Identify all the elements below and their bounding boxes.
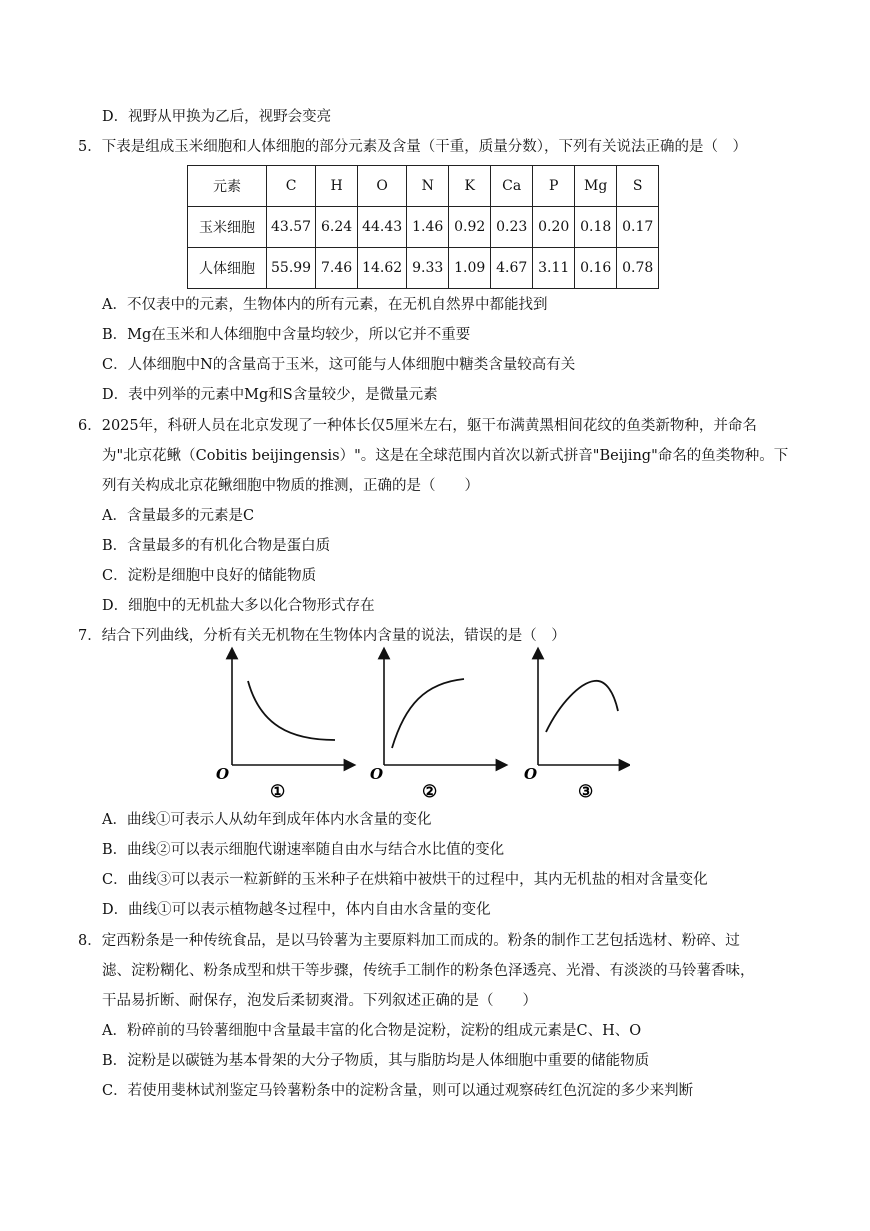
graph-1-curve (248, 681, 335, 740)
graph-1-label: ① (270, 782, 286, 802)
element-content-table (187, 165, 659, 289)
q8-option-c: C．若使用斐林试剂鉴定马铃薯粉条中的淀粉含量，则可以通过观察砖红色沉淀的多少来判断 (102, 1083, 694, 1099)
table-cell: K (449, 166, 491, 207)
table-cell: 0.17 (617, 207, 659, 248)
q5-option-d: D．表中列举的元素中Mg和S含量较少，是微量元素 (102, 387, 438, 403)
q8-option-a: A．粉碎前的马铃薯细胞中含量最丰富的化合物是淀粉，淀粉的组成元素是C、H、O (102, 1023, 642, 1039)
q6-stem-line1: 6．2025年，科研人员在北京发现了一种体长仅5厘米左右，躯干布满黄黑相间花纹的鱼类新物种，并命名 (78, 418, 757, 434)
table-cell: 44.43 (358, 207, 407, 248)
table-cell: S (617, 166, 659, 207)
table-cell: 7.46 (316, 248, 358, 289)
q6-stem-line3: 列有关构成北京花鳅细胞中物质的推测，正确的是（ ） (102, 478, 479, 494)
graph-1-origin: O (216, 765, 230, 783)
q6-option-d: D．细胞中的无机盐大多以化合物形式存在 (102, 598, 375, 614)
q7-option-a: A．曲线①可表示人从幼年到成年体内水含量的变化 (102, 812, 432, 828)
q7-option-b: B．曲线②可以表示细胞代谢速率随自由水与结合水比值的变化 (102, 842, 505, 858)
table-cell: 0.23 (491, 207, 533, 248)
table-cell: 0.20 (533, 207, 575, 248)
q7-curve-figures (200, 645, 630, 805)
graph-2-origin: O (370, 765, 384, 783)
q8-stem-line1: 8．定西粉条是一种传统食品，是以马铃薯为主要原料加工而成的。粉条的制作工艺包括选材、粉碎、过 (78, 933, 740, 949)
table-cell: 0.92 (449, 207, 491, 248)
q6-option-a: A．含量最多的元素是C (102, 508, 255, 524)
graph-3 (524, 653, 625, 802)
table-row (188, 248, 659, 289)
graph-2-label: ② (422, 782, 438, 802)
table-cell: 43.57 (267, 207, 316, 248)
table-cell: 1.46 (407, 207, 449, 248)
table-cell: 0.78 (617, 248, 659, 289)
q6-option-c: C．淀粉是细胞中良好的储能物质 (102, 568, 317, 584)
q5-stem: 5．下表是组成玉米细胞和人体细胞的部分元素及含量（干重，质量分数），下列有关说法正确的是（ ） (78, 139, 747, 155)
q8-stem-line2: 滤、淀粉糊化、粉条成型和烘干等步骤，传统手工制作的粉条色泽透亮、光滑、有淡淡的马铃薯香味， (102, 963, 755, 979)
graph-3-origin: O (524, 765, 538, 783)
table-cell: 0.16 (575, 248, 617, 289)
graph-2-curve (392, 679, 464, 748)
q6-option-b: B．含量最多的有机化合物是蛋白质 (102, 538, 331, 554)
table-cell: 9.33 (407, 248, 449, 289)
table-cell: C (267, 166, 316, 207)
table-cell: 3.11 (533, 248, 575, 289)
table-header-row (188, 166, 659, 207)
graph-1 (216, 653, 350, 802)
q5-option-c: C．人体细胞中N的含量高于玉米，这可能与人体细胞中糖类含量较高有关 (102, 357, 576, 373)
graph-3-curve (546, 681, 618, 732)
table-cell: 人体细胞 (188, 248, 267, 289)
q7-option-d: D．曲线①可以表示植物越冬过程中，体内自由水含量的变化 (102, 902, 491, 918)
q4-option-d: D．视野从甲换为乙后，视野会变亮 (102, 109, 332, 125)
table-cell: 1.09 (449, 248, 491, 289)
table-cell: 4.67 (491, 248, 533, 289)
table-cell: 0.18 (575, 207, 617, 248)
q5-option-a: A．不仅表中的元素，生物体内的所有元素，在无机自然界中都能找到 (102, 297, 548, 313)
table-cell: Mg (575, 166, 617, 207)
q7-option-c: C．曲线③可以表示一粒新鲜的玉米种子在烘箱中被烘干的过程中，其内无机盐的相对含量变化 (102, 872, 708, 888)
table-cell: P (533, 166, 575, 207)
table-cell: 6.24 (316, 207, 358, 248)
table-cell: N (407, 166, 449, 207)
graph-3-label: ③ (578, 782, 594, 802)
graph-2 (370, 653, 502, 802)
table-cell: H (316, 166, 358, 207)
table-cell: 14.62 (358, 248, 407, 289)
table-cell: 玉米细胞 (188, 207, 267, 248)
q6-stem-line2: 为"北京花鳅（Cobitis beijingensis）"。这是在全球范围内首次以新式拼音"Beijing"命名的鱼类物种。下 (102, 448, 789, 464)
table-cell: O (358, 166, 407, 207)
q7-stem: 7．结合下列曲线，分析有关无机物在生物体内含量的说法，错误的是（ ） (78, 628, 566, 644)
table-cell: 55.99 (267, 248, 316, 289)
table-row (188, 207, 659, 248)
table-cell: 元素 (188, 166, 267, 207)
table-cell: Ca (491, 166, 533, 207)
q5-option-b: B．Mg在玉米和人体细胞中含量均较少，所以它并不重要 (102, 327, 471, 343)
q8-stem-line3: 干品易折断、耐保存，泡发后柔韧爽滑。下列叙述正确的是（ ） (102, 993, 537, 1009)
q8-option-b: B．淀粉是以碳链为基本骨架的大分子物质，其与脂肪均是人体细胞中重要的储能物质 (102, 1053, 650, 1069)
